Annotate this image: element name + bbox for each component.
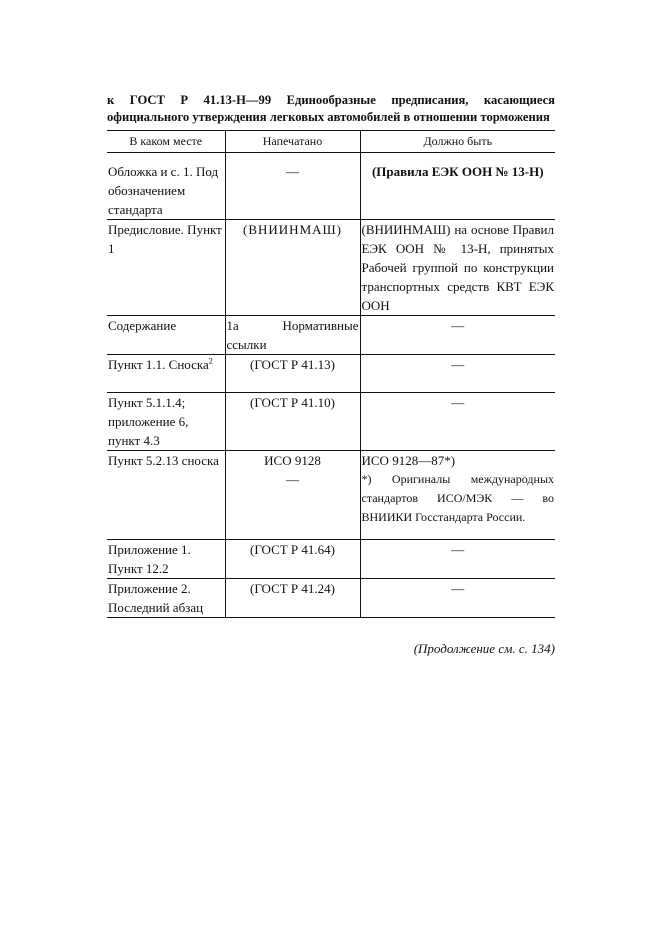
cell-printed: (ГОСТ Р 41.64) (225, 540, 360, 579)
cell-place: Содержание (107, 316, 225, 355)
table-row (107, 220, 555, 316)
cell-printed (225, 451, 360, 540)
cell-printed: (ГОСТ Р 41.24) (225, 579, 360, 618)
document-title: к ГОСТ Р 41.13-Н—99 Единообразные предписания, касающиеся официального утверждения легковых автомобилей в отношении торможения (107, 93, 555, 124)
cell-should-be: — (360, 393, 555, 451)
table-row (107, 579, 555, 618)
footnote-mark: 2 (208, 356, 213, 366)
column-header-place: В каком месте (107, 131, 225, 153)
cell-place: Приложение 1. Пункт 12.2 (107, 540, 225, 579)
cell-printed: (ГОСТ Р 41.13) (225, 355, 360, 393)
cell-should-be: (Правила ЕЭК ООН № 13-Н) (360, 153, 555, 220)
should-be-text: ИСО 9128—87*) (361, 453, 456, 468)
cell-should-be: — (360, 579, 555, 618)
cell-place: Обложка и с. 1. Под обозначением стандарта (107, 153, 225, 220)
cell-place: Предисловие. Пункт 1 (107, 220, 225, 316)
cell-place: Пункт 5.1.1.4; приложение 6, пункт 4.3 (107, 393, 225, 451)
cell-should-be: (ВНИИНМАШ) на основе Правил ЕЭК ООН № 13-Н, принятых Рабочей группой по конструкции транспортных средств КВТ ЕЭК ООН (360, 220, 555, 316)
cell-should-be: — (360, 316, 555, 355)
column-header-printed: Напечатано (225, 131, 360, 153)
errata-table (107, 130, 555, 618)
table-row (107, 316, 555, 355)
continuation-note: (Продолжение см. с. 134) (413, 641, 555, 656)
printed-text: ИСО 9128 (264, 453, 321, 468)
cell-place: Приложение 2. Последний абзац (107, 579, 225, 618)
table-row (107, 153, 555, 220)
cell-printed: (ВНИИНМАШ) (225, 220, 360, 316)
cell-printed: 1а Нормативные ссылки (225, 316, 360, 355)
place-text: Пункт 1.1. Сноска (108, 357, 209, 372)
cell-printed: — (225, 153, 360, 220)
cell-printed: (ГОСТ Р 41.10) (225, 393, 360, 451)
cell-should-be (360, 451, 555, 540)
printed-dash: — (286, 472, 299, 487)
table-row (107, 393, 555, 451)
cell-should-be: — (360, 355, 555, 393)
footnote-text: *) Оригиналы международных стандартов ИСО/МЭК — во ВНИИКИ Госстандарта России. (361, 472, 554, 524)
table-row (107, 355, 555, 393)
cell-place: Пункт 5.2.13 сноска (107, 451, 225, 540)
table-row (107, 540, 555, 579)
column-header-should-be: Должно быть (360, 131, 555, 153)
cell-place (107, 355, 225, 393)
table-header (107, 131, 555, 153)
table-row (107, 451, 555, 540)
cell-should-be: — (360, 540, 555, 579)
